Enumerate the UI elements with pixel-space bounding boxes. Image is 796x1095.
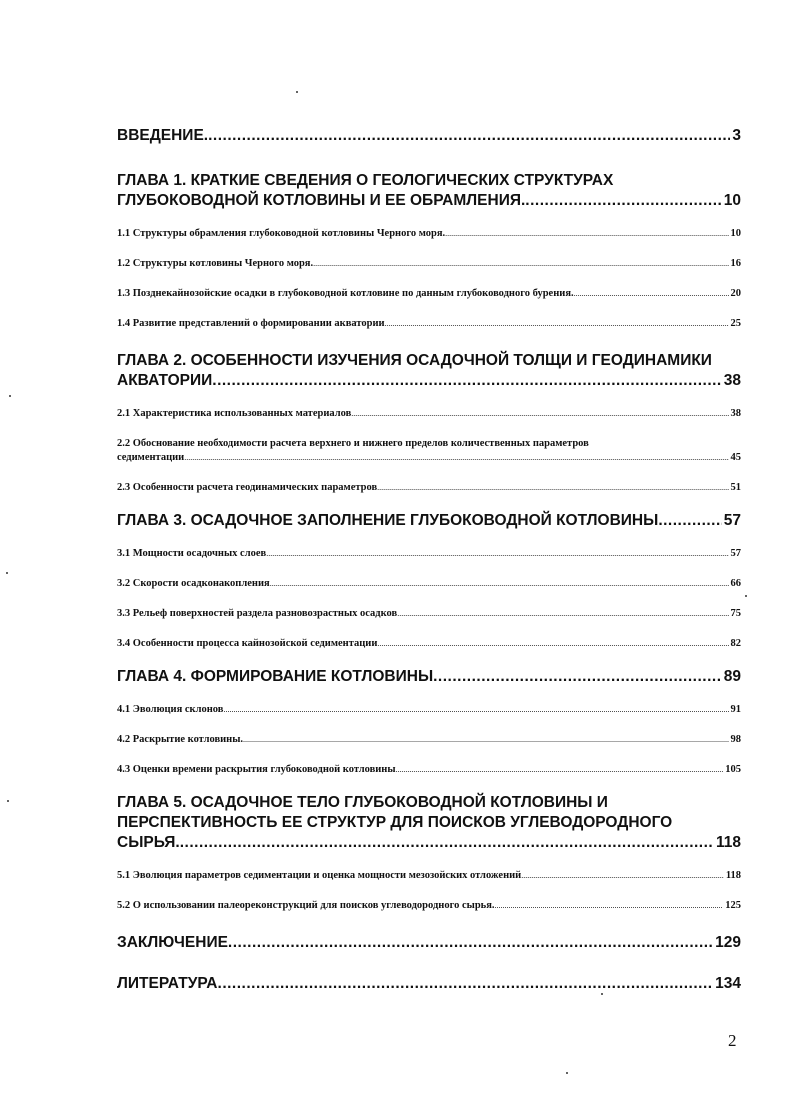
dot-leader (377, 637, 728, 651)
toc-entry-page: 57 (730, 548, 741, 559)
toc-entry-literature[interactable] (117, 974, 741, 994)
toc-entry-page: 10 (723, 192, 741, 209)
toc-entry-page: 82 (730, 638, 741, 649)
toc-section-3-1[interactable] (117, 547, 741, 561)
scan-speck (9, 395, 11, 397)
toc-entry-label: 4.1 Эволюция склонов (117, 704, 224, 715)
toc-entry-label: 1.3 Позднекайнозойские осадки в глубоководной котловине по данным глубоководного бурения. (117, 288, 574, 299)
toc-entry-label: 1.2 Структуры котловины Черного моря. (117, 258, 314, 269)
toc-entry-label: ВВЕДЕНИЕ. (117, 127, 209, 144)
dot-leader (433, 667, 722, 687)
toc-entry-page: 105 (725, 764, 741, 775)
toc-section-4-2[interactable] (117, 733, 741, 747)
toc-entry-label: 3.3 Рельеф поверхностей раздела разновозрастных осадков (117, 608, 398, 619)
dot-leader (313, 257, 728, 271)
toc-chapter-4[interactable] (117, 667, 741, 687)
dot-leader (218, 974, 714, 994)
dot-leader (658, 511, 721, 531)
toc-entry-label: ГЛУБОКОВОДНОЙ КОТЛОВИНЫ И ЕЕ ОБРАМЛЕНИЯ. (117, 192, 526, 209)
toc-section-1-1[interactable] (117, 227, 741, 241)
toc-chapter-5-title-line2[interactable]: ПЕРСПЕКТИВНОСТЬ ЕЕ СТРУКТУР ДЛЯ ПОИСКОВ УГЛЕВОДОРОДНОГО (117, 814, 673, 831)
toc-entry-label: 3.1 Мощности осадочных слоев (117, 548, 267, 559)
toc-entry-label: 4.3 Оценки времени раскрытия глубоководной котловины (117, 764, 396, 775)
toc-section-2-3[interactable] (117, 481, 741, 495)
dot-leader (396, 763, 724, 777)
toc-entry-label: 2.3 Особенности расчета геодинамических параметров (117, 482, 378, 493)
toc-chapter-1-title-line1[interactable]: ГЛАВА 1. КРАТКИЕ СВЕДЕНИЯ О ГЕОЛОГИЧЕСКИХ СТРУКТУРАХ (117, 172, 614, 189)
toc-entry-label: седиментации (117, 452, 185, 463)
dot-leader (270, 577, 729, 591)
toc-entry-page: 57 (723, 512, 741, 529)
toc-entry-label: 4.2 Раскрытие котловины. (117, 734, 244, 745)
toc-entry-label: 3.2 Скорости осадконакопления (117, 578, 270, 589)
scan-speck (566, 1072, 568, 1074)
toc-entry-page: 129 (715, 934, 741, 951)
page-number: 2 (728, 1031, 737, 1050)
toc-entry-label: 5.1 Эволюция параметров седиментации и оценка мощности мезозойских отложений (117, 870, 522, 881)
dot-leader (445, 227, 728, 241)
toc-entry-label: ЗАКЛЮЧЕНИЕ (117, 934, 228, 951)
dot-leader (228, 933, 713, 953)
dot-leader (212, 371, 721, 391)
toc-entry-page: 10 (730, 228, 741, 239)
scan-speck (7, 800, 9, 802)
toc-section-1-3[interactable] (117, 287, 741, 301)
toc-chapter-5[interactable] (117, 833, 741, 853)
toc-section-5-1[interactable] (117, 869, 741, 883)
toc-section-5-2[interactable] (117, 899, 741, 913)
toc-entry-page: 134 (715, 975, 741, 992)
toc-section-2-2-line1[interactable]: 2.2 Обоснование необходимости расчета верхнего и нижнего пределов количественных параметров (117, 438, 589, 449)
dot-leader (208, 126, 730, 146)
dot-leader (521, 869, 724, 883)
dot-leader (184, 451, 728, 465)
scan-speck (601, 993, 603, 995)
toc-section-3-2[interactable] (117, 577, 741, 591)
toc-entry-page: 38 (723, 372, 741, 389)
toc-entry-label: СЫРЬЯ. (117, 834, 180, 851)
toc-entry-page: 89 (723, 668, 741, 685)
toc-entry-label: 5.2 О использовании палеореконструкций для поисков углеводородного сырья. (117, 900, 495, 911)
toc-entry-label: 1.1 Структуры обрамления глубоководной котловины Черного моря. (117, 228, 446, 239)
toc-section-4-1[interactable] (117, 703, 741, 717)
toc-entry-page: 118 (725, 870, 741, 881)
toc-entry-page: 75 (730, 608, 741, 619)
toc-entry-page: 38 (730, 408, 741, 419)
dot-leader (525, 191, 721, 211)
toc-entry-page: 125 (725, 900, 741, 911)
toc-entry-page: 16 (730, 258, 741, 269)
dot-leader (574, 287, 729, 301)
toc-entry-label: ГЛАВА 4. ФОРМИРОВАНИЕ КОТЛОВИНЫ (117, 668, 434, 685)
toc-entry-page: 91 (730, 704, 741, 715)
toc-entry-label: АКВАТОРИИ (117, 372, 213, 389)
toc-section-2-2[interactable] (117, 451, 741, 465)
scan-speck (296, 91, 298, 93)
toc-entry-page: 3 (732, 127, 741, 144)
toc-chapter-2[interactable] (117, 371, 741, 391)
toc-entry-page: 118 (715, 834, 741, 851)
toc-entry-page: 45 (730, 452, 741, 463)
dot-leader (397, 607, 728, 621)
toc-section-2-1[interactable] (117, 407, 741, 421)
dot-leader (243, 733, 728, 747)
scan-speck (6, 572, 8, 574)
dot-leader (223, 703, 728, 717)
table-of-contents (117, 126, 741, 994)
toc-entry-label: ЛИТЕРАТУРА (117, 975, 218, 992)
toc-section-1-2[interactable] (117, 257, 741, 271)
toc-chapter-2-title-line1[interactable]: ГЛАВА 2. ОСОБЕННОСТИ ИЗУЧЕНИЯ ОСАДОЧНОЙ ТОЛЩИ И ГЕОДИНАМИКИ (117, 352, 712, 369)
toc-entry-page: 98 (730, 734, 741, 745)
dot-leader (266, 547, 728, 561)
dot-leader (495, 899, 724, 913)
toc-entry-label: 1.4 Развитие представлений о формировании акватории (117, 318, 385, 329)
toc-section-4-3[interactable] (117, 763, 741, 777)
toc-chapter-3[interactable] (117, 511, 741, 531)
dot-leader (385, 317, 729, 331)
dot-leader (377, 481, 728, 495)
toc-chapter-5-title-line1[interactable]: ГЛАВА 5. ОСАДОЧНОЕ ТЕЛО ГЛУБОКОВОДНОЙ КОТЛОВИНЫ И (117, 794, 608, 811)
dot-leader (351, 407, 728, 421)
toc-entry-page: 51 (730, 482, 741, 493)
toc-entry-label: 3.4 Особенности процесса кайнозойской седиментации (117, 638, 378, 649)
toc-entry-conclusion[interactable] (117, 933, 741, 953)
toc-entry-page: 25 (730, 318, 741, 329)
toc-section-1-4[interactable] (117, 317, 741, 331)
toc-section-3-4[interactable] (117, 637, 741, 651)
scan-speck (745, 595, 747, 597)
toc-entry-label: 2.1 Характеристика использованных материалов (117, 408, 352, 419)
dot-leader (180, 833, 714, 853)
toc-entry-intro[interactable] (117, 126, 741, 146)
toc-chapter-1[interactable] (117, 191, 741, 211)
toc-entry-page: 66 (730, 578, 741, 589)
toc-entry-page: 20 (730, 288, 741, 299)
toc-entry-label: ГЛАВА 3. ОСАДОЧНОЕ ЗАПОЛНЕНИЕ ГЛУБОКОВОДНОЙ КОТЛОВИНЫ (117, 512, 659, 529)
toc-section-3-3[interactable] (117, 607, 741, 621)
